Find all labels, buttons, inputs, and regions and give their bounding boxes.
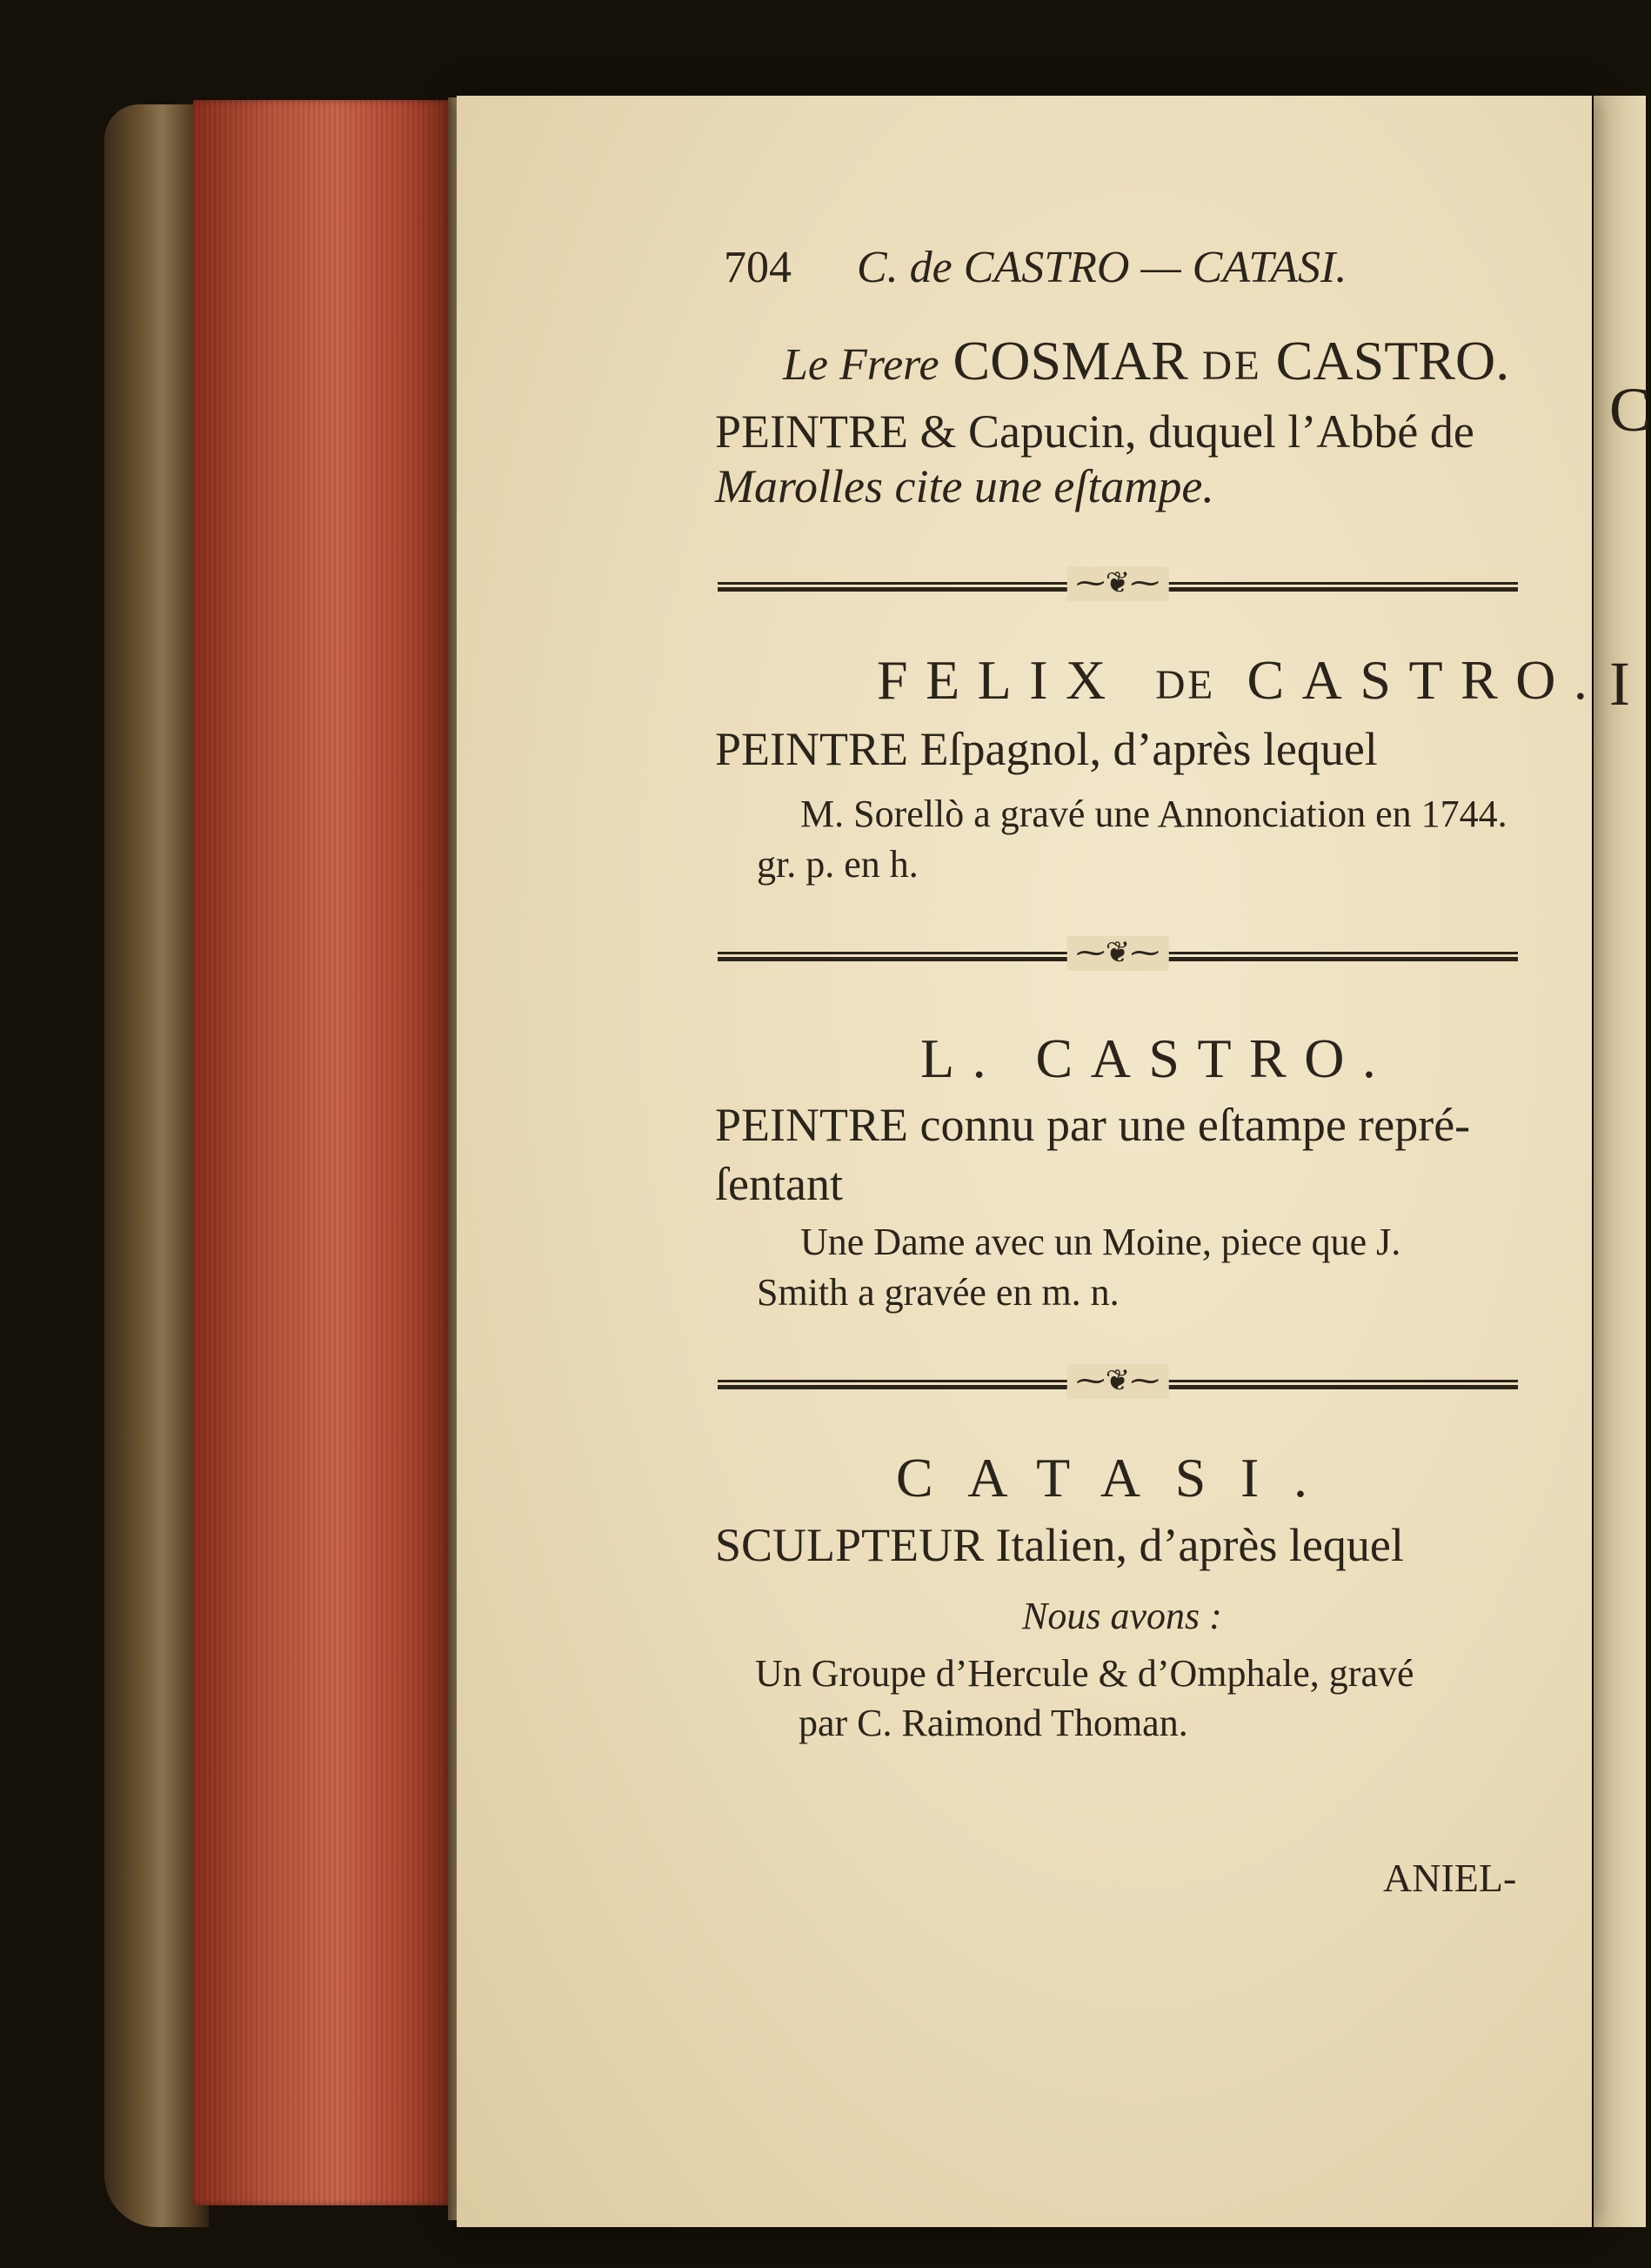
entry-line: M. Sorellò a gravé une Annonciation en 1744.: [800, 793, 1507, 835]
catchword: ANIEL-: [1383, 1856, 1517, 1900]
entry-line: Une Dame avec un Moine, piece que J.: [800, 1221, 1401, 1263]
entry-line: Marolles cite une eſtampe.: [715, 460, 1214, 512]
running-title: C. de CASTRO — CATASI.: [857, 243, 1347, 292]
entry-line: PEINTRE connu par une eſtampe repré-: [715, 1099, 1471, 1151]
entry-line: Smith a gravée en m. n.: [757, 1271, 1120, 1314]
entry-line: SCULPTEUR Italien, d’après lequel: [715, 1519, 1404, 1571]
ornamental-rule: ⁓❦⁓: [718, 579, 1518, 594]
entry-line: PEINTRE & Capucin, duquel l’Abbé de: [715, 405, 1474, 458]
entry-line: PEINTRE Eſpagnol, d’après lequel: [715, 723, 1378, 775]
entry-line: gr. p. en h.: [757, 843, 919, 886]
entry-heading: [877, 648, 1605, 713]
heading-particle: DE: [1201, 344, 1262, 389]
red-page-edges: [193, 100, 454, 2205]
page-number: 704: [724, 243, 792, 292]
ornamental-rule: ⁓❦⁓: [718, 948, 1518, 964]
entry-heading: CATASI.: [896, 1447, 1342, 1509]
entry-line: ſentant: [715, 1158, 843, 1210]
entry-line: par C. Raimond Thoman.: [799, 1702, 1188, 1744]
entry-line: Nous avons :: [1022, 1595, 1222, 1637]
next-page-glyph: I: [1609, 649, 1630, 719]
heading-name: COSMAR: [952, 330, 1188, 391]
ornamental-rule: ⁓❦⁓: [718, 1376, 1518, 1392]
entry-heading: L. CASTRO.: [920, 1027, 1394, 1089]
heading-surname: CASTRO.: [1275, 330, 1510, 391]
heading-particle: DE: [1155, 663, 1216, 708]
heading-surname: CASTRO.: [1247, 649, 1606, 711]
entry-line: Un Groupe d’Hercule & d’Omphale, gravé: [755, 1652, 1414, 1695]
entry-heading: [783, 329, 1509, 393]
heading-name: FELIX: [877, 649, 1124, 711]
heading-prefix: Le Frere: [783, 340, 939, 390]
next-page-glyph: C: [1609, 375, 1651, 445]
